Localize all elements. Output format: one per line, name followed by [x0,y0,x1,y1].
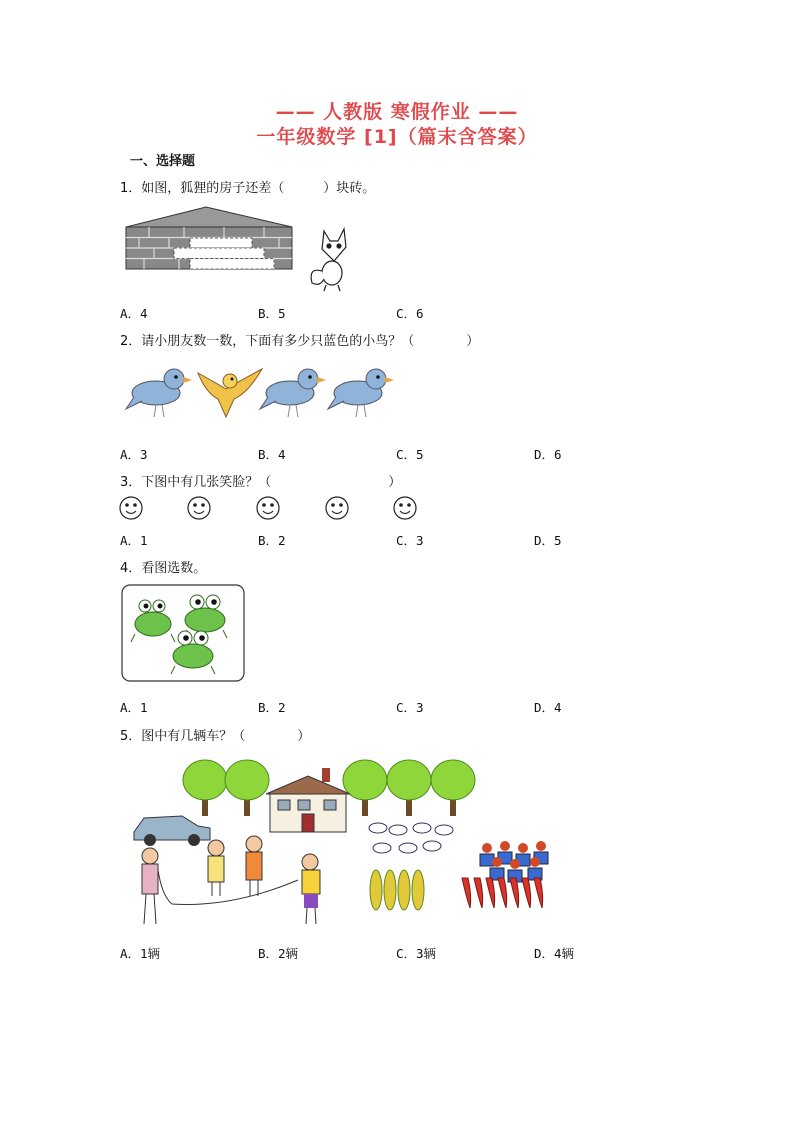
q1-option-c[interactable]: C．6 [396,306,424,321]
birds-figure [126,363,396,423]
blue-bird-icon [260,369,326,417]
corn-icon [370,870,424,910]
tree-icon [183,760,227,816]
frogs-figure [121,584,245,682]
fox-icon [311,229,346,291]
question-5-text: 5．图中有几辆车？（ ） [120,729,311,744]
question-2-text: 2．请小朋友数一数，下面有多少只蓝色的小鸟？（ ） [120,334,480,349]
q3-option-b[interactable]: B．2 [258,533,286,548]
q3-option-c[interactable]: C．3 [396,533,424,548]
girl-icon [142,848,158,924]
q2-option-b[interactable]: B．4 [258,447,286,462]
tree-icon [343,760,387,816]
question-3-text: 3．下图中有几张笑脸？（ ） [120,475,402,490]
q3-option-a[interactable]: A．1 [120,533,148,548]
girl-icon [246,836,262,896]
header-title-line1: —— 人教版 寒假作业 —— [275,101,519,123]
park-scene-figure [132,756,572,934]
blue-bird-icon [126,369,192,417]
question-1-text: 1．如图，狐狸的房子还差（ ）块砖。 [120,181,376,196]
tree-icon [225,760,269,816]
q5-option-a[interactable]: A．1辆 [120,946,161,961]
q1-option-b[interactable]: B．5 [258,306,286,321]
brick-house-figure [124,205,364,295]
q3-option-d[interactable]: D．5 [534,533,562,548]
question-4-text: 4．看图选数。 [120,561,207,576]
pepper-icon [462,878,543,908]
smiley-icon [257,497,279,519]
q4-option-b[interactable]: B．2 [258,700,286,715]
smiley-icon [120,497,142,519]
q2-option-d[interactable]: D．6 [534,447,562,462]
q2-option-a[interactable]: A．3 [120,447,148,462]
geese-icon [369,823,453,853]
q4-option-a[interactable]: A．1 [120,700,148,715]
smiley-icon [326,497,348,519]
yellow-bird-icon [198,369,262,417]
smiley-faces-figure [118,496,428,522]
header-title-line2: 一年级数学 [1]（篇末含答案） [256,126,538,148]
q4-option-c[interactable]: C．3 [396,700,424,715]
q4-option-d[interactable]: D．4 [534,700,562,715]
tree-icon [387,760,431,816]
smiley-icon [394,497,416,519]
car-icon [134,816,210,846]
tree-icon [431,760,475,816]
smiley-icon [188,497,210,519]
girl-icon [208,840,224,896]
q1-option-a[interactable]: A．4 [120,306,148,321]
q5-option-c[interactable]: C．3辆 [396,946,437,961]
q2-option-c[interactable]: C．5 [396,447,424,462]
blue-bird-icon [328,369,394,417]
boy-icon [302,854,320,924]
q5-option-d[interactable]: D．4辆 [534,946,575,961]
q5-option-b[interactable]: B．2辆 [258,946,299,961]
house-icon [266,768,350,832]
section-title: 一、选择题 [130,154,196,169]
flower-pot-icon [480,841,548,882]
